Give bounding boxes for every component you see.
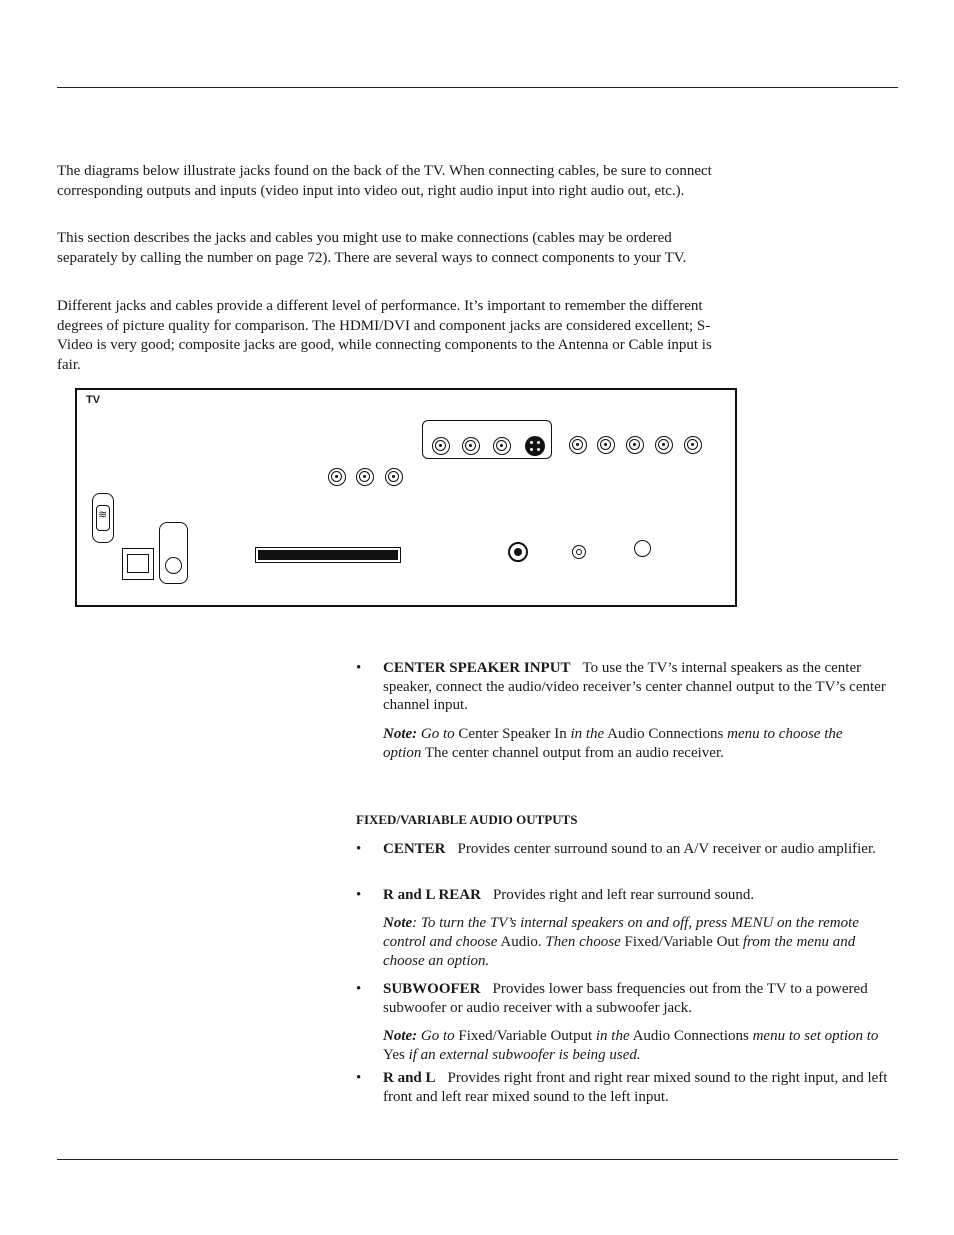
center-speaker-note: Note: Go to Center Speaker In in the Audio Connections menu to choose the option The center channel output from an audio receiver. bbox=[383, 726, 843, 761]
audio-output-jack-1 bbox=[569, 436, 587, 454]
rear-text: Provides right and left rear surround sound. bbox=[492, 887, 755, 903]
center-text: Provides center surround sound to an A/V receiver or audio amplifier. bbox=[457, 841, 876, 857]
bottom-rule bbox=[57, 1159, 898, 1160]
round-port bbox=[634, 540, 651, 557]
rear-output-item bbox=[356, 886, 901, 905]
tv-back-panel-diagram bbox=[75, 388, 737, 607]
center-term: CENTER bbox=[383, 841, 446, 857]
power-cord-socket bbox=[92, 493, 114, 543]
rl-term: R and L bbox=[383, 1070, 436, 1086]
subwoofer-text: Provides lower bass frequencies out from the TV to a powered subwoofer or audio receiver with a subwoofer jack. bbox=[383, 981, 868, 1016]
subwoofer-output-item bbox=[356, 980, 901, 1017]
optical-audio-port bbox=[159, 522, 188, 584]
subwoofer-term: SUBWOOFER bbox=[383, 981, 481, 997]
component-jack-1 bbox=[328, 468, 346, 486]
center-speaker-term: CENTER SPEAKER INPUT bbox=[383, 660, 571, 676]
intro-paragraph-3: Different jacks and cables provide a different level of performance. It’s important to remember the different degrees of picture quality for comparison. The HDMI/DVI and component jacks are considered excellent; S-Video is very good; composite jacks are good, while connecting components to the Antenna or Cable input is fair. bbox=[57, 298, 712, 373]
av-video-jack bbox=[432, 437, 450, 455]
av-audio-left-jack bbox=[462, 437, 480, 455]
rear-note: Note: To turn the TV’s internal speakers on and off, press MENU on the remote control and choose Audio. Then choose Fixed/Variable Out from the menu and choose an option. bbox=[383, 915, 859, 969]
tv-panel-label: TV bbox=[86, 394, 101, 406]
audio-output-jack-3 bbox=[626, 436, 644, 454]
card-slot bbox=[255, 547, 401, 563]
bullet: • bbox=[356, 841, 362, 857]
mini-jack bbox=[572, 545, 586, 559]
subwoofer-note: Note: Go to Fixed/Variable Output in the Audio Connections menu to set option to Yes if an external subwoofer is being used. bbox=[383, 1028, 879, 1063]
network-jack bbox=[122, 548, 154, 580]
bullet: • bbox=[356, 981, 362, 997]
bullet: • bbox=[356, 660, 362, 676]
audio-outputs-heading: FIXED/VARIABLE AUDIO OUTPUTS bbox=[356, 812, 578, 827]
top-rule bbox=[57, 87, 898, 88]
center-speaker-text: To use the TV’s internal speakers as the center speaker, connect the audio/video receiver’s center channel output to the TV’s center channel input. bbox=[383, 660, 886, 713]
component-jack-3 bbox=[385, 468, 403, 486]
audio-output-jack-2 bbox=[597, 436, 615, 454]
svideo-jack bbox=[525, 436, 545, 456]
audio-output-jack-5 bbox=[684, 436, 702, 454]
component-jack-2 bbox=[356, 468, 374, 486]
intro-paragraph-1: The diagrams below illustrate jacks found on the back of the TV. When connecting cables, be sure to connect corresponding outputs and inputs (video input into video out, right audio input into right audio out, etc.). bbox=[57, 163, 712, 199]
antenna-cable-input bbox=[508, 542, 528, 562]
intro-paragraph-2: This section describes the jacks and cables you might use to make connections (cables may be ordered separately by calling the number on page 72). There are several ways to connect components to your TV. bbox=[57, 230, 687, 266]
center-speaker-input-item bbox=[356, 659, 901, 715]
bullet: • bbox=[356, 887, 362, 903]
rear-term: R and L REAR bbox=[383, 887, 481, 903]
rl-output-item bbox=[356, 1069, 901, 1106]
bullet: • bbox=[356, 1070, 362, 1086]
center-output-item bbox=[356, 840, 901, 859]
rl-text: Provides right front and right rear mixed sound to the right input, and left front and left rear mixed sound to the left input. bbox=[383, 1070, 888, 1105]
av-audio-right-jack bbox=[493, 437, 511, 455]
audio-output-jack-4 bbox=[655, 436, 673, 454]
